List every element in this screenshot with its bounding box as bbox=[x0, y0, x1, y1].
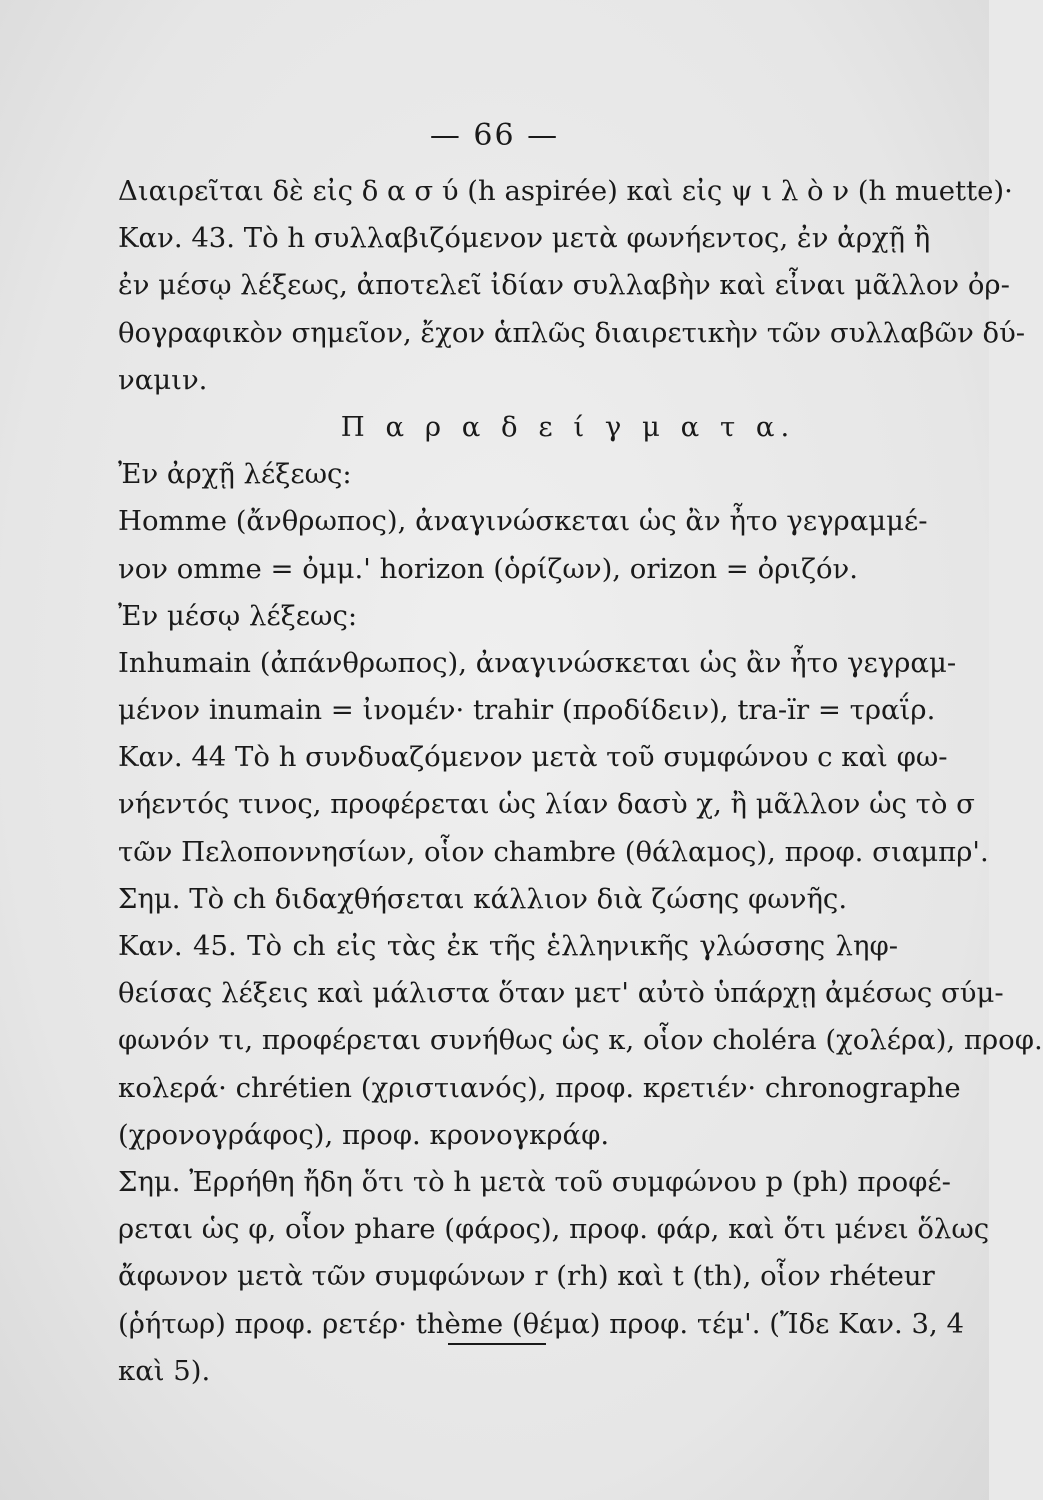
section-heading: Π α ρ α δ ε ί γ μ α τ α. bbox=[340, 410, 796, 443]
text-line: φωνόν τι, προφέρεται συνήθως ὡς κ, οἷον choléra (χολέρα), προφ. bbox=[118, 1024, 1043, 1057]
divider-rule bbox=[448, 1343, 546, 1345]
text-line: Σημ. Ἐρρήθη ἤδη ὅτι τὸ h μετὰ τοῦ συμφώνου p (ph) προφέ- bbox=[118, 1165, 951, 1198]
text-line: μένον inumain = ἰνομέν· trahir (προδίδειν), tra-ïr = τραΐρ. bbox=[118, 694, 936, 727]
text-line: κολερά· chrétien (χριστιανός), προφ. κρετιέν· chronographe bbox=[118, 1071, 961, 1104]
text-line: ἄφωνον μετὰ τῶν συμφώνων r (rh) καὶ t (th), οἷον rhéteur bbox=[118, 1260, 935, 1293]
text-line: θογραφικὸν σημεῖον, ἔχον ἁπλῶς διαιρετικὴν τῶν συλλαβῶν δύ- bbox=[118, 316, 1026, 349]
text-line: Καν. 43. Τὸ h συλλαβιζόμενον μετὰ φωνήεντος, ἐν ἀρχῇ ἢ bbox=[118, 222, 931, 255]
page-number: — 66 — bbox=[429, 118, 560, 153]
text-line: καὶ 5). bbox=[118, 1354, 211, 1387]
text-line: Ἐν ἀρχῇ λέξεως: bbox=[118, 458, 352, 491]
text-line: Homme (ἄνθρωπος), ἀναγινώσκεται ὡς ἂν ἦτο γεγραμμέ- bbox=[118, 505, 928, 538]
text-line: (χρονογράφος), προφ. κρονογκράφ. bbox=[118, 1118, 610, 1151]
text-line: Καν. 45. Τὸ ch εἰς τὰς ἐκ τῆς ἑλληνικῆς γλώσσης ληφ- bbox=[118, 930, 898, 962]
text-line: νον omme = ὀμμ.' horizon (ὁρίζων), orizon = ὀριζόν. bbox=[118, 552, 858, 585]
text-line: ἐν μέσῳ λέξεως, ἀποτελεῖ ἰδίαν συλλαβὴν καὶ εἶναι μᾶλλον ὀρ- bbox=[118, 269, 1010, 302]
text-line: Ἐν μέσῳ λέξεως: bbox=[118, 599, 358, 632]
text-line: νήεντός τινος, προφέρεται ὡς λίαν δασὺ χ, ἢ μᾶλλον ὡς τὸ σ bbox=[118, 788, 975, 821]
page-body-text bbox=[118, 168, 1043, 1395]
text-line: Διαιρεῖται δὲ εἰς δ α σ ύ (h aspirée) καὶ εἰς ψ ι λ ὸ ν (h muette)· bbox=[118, 175, 1013, 207]
text-line: θείσας λέξεις καὶ μάλιστα ὅταν μετ' αὐτὸ ὑπάρχῃ ἀμέσως σύμ- bbox=[118, 977, 1004, 1010]
text-line: Καν. 44 Τὸ h συνδυαζόμενον μετὰ τοῦ συμφώνου c καὶ φω- bbox=[118, 741, 948, 774]
text-line: Σημ. Τὸ ch διδαχθήσεται κάλλιον διὰ ζώσης φωνῆς. bbox=[118, 882, 848, 915]
text-line: Inhumain (ἀπάνθρωπος), ἀναγινώσκεται ὡς ἂν ἦτο γεγραμ- bbox=[118, 646, 957, 679]
text-line: ρεται ὡς φ, οἷον phare (φάρος), προφ. φάρ, καὶ ὅτι μένει ὅλως bbox=[118, 1213, 990, 1246]
text-line: τῶν Πελοποννησίων, οἷον chambre (θάλαμος), προφ. σιαμπρ'. bbox=[118, 835, 989, 868]
text-line: (ῥήτωρ) προφ. ρετέρ· thème (θέμα) προφ. τέμ'. (Ἴδε Καν. 3, 4 bbox=[118, 1307, 964, 1340]
text-line: ναμιν. bbox=[118, 363, 208, 396]
